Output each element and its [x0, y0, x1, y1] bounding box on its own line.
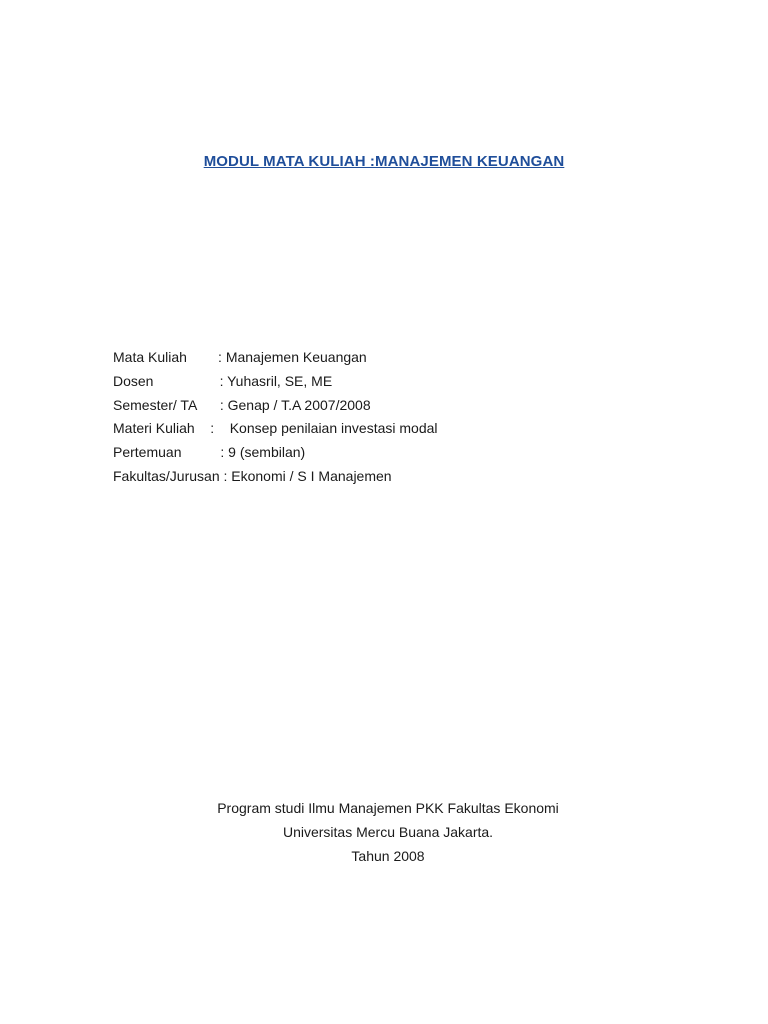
info-row-materi-kuliah: Materi Kuliah : Konsep penilaian investasi modal: [113, 420, 438, 437]
info-row-mata-kuliah: Mata Kuliah : Manajemen Keuangan: [113, 349, 367, 365]
footer-program: Program studi Ilmu Manajemen PKK Fakultas Ekonomi: [217, 800, 559, 816]
course-info-block: [113, 346, 438, 489]
institution-footer: [0, 797, 768, 868]
footer-university: Universitas Mercu Buana Jakarta.: [282, 823, 494, 840]
info-row-semester: Semester/ TA : Genap / T.A 2007/2008: [113, 396, 371, 413]
info-row-fakultas: Fakultas/Jurusan : Ekonomi / S I Manajemen: [113, 467, 392, 484]
document-title: MODUL MATA KULIAH :MANAJEMEN KEUANGAN: [203, 153, 565, 170]
info-row-dosen: Dosen : Yuhasril, SE, ME: [113, 372, 333, 389]
footer-year: Tahun 2008: [351, 847, 425, 864]
info-row-pertemuan: Pertemuan : 9 (sembilan): [113, 444, 306, 461]
